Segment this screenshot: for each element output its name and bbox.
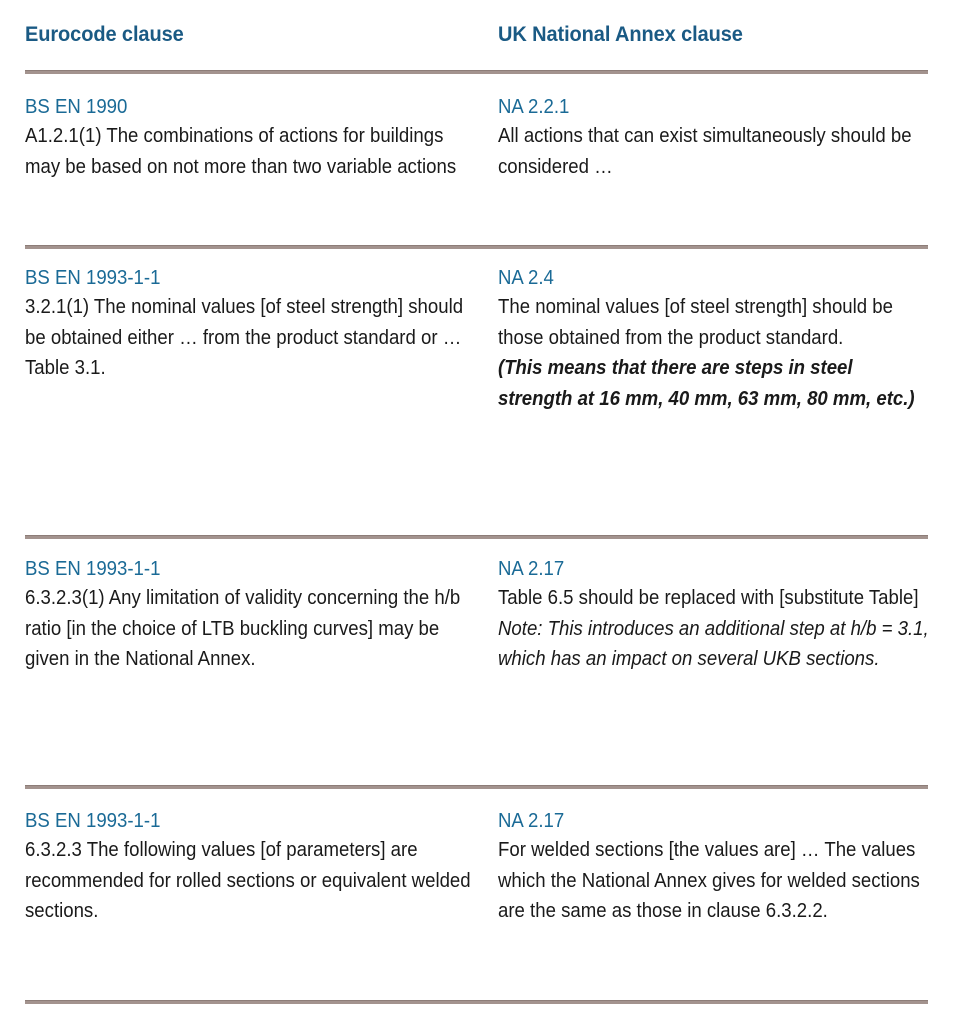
clause-text: 3.2.1(1) The nominal values [of steel strength] should be obtained either … from the product standard or … Table 3.1.	[25, 296, 464, 380]
clause-reference: NA 2.17	[498, 810, 565, 832]
clause-reference: BS EN 1993-1-1	[25, 810, 161, 832]
clause-text: 6.3.2.3(1) Any limitation of validity concerning the h/b ratio [in the choice of LTB buckling curves] may be given in the National Annex.	[25, 587, 461, 671]
clause-reference: NA 2.17	[498, 558, 565, 580]
table-cell-eurocode	[25, 94, 477, 182]
table-cell-eurocode	[25, 808, 477, 927]
clause-text: All actions that can exist simultaneously should be considered …	[498, 125, 912, 178]
row-divider-rule	[25, 535, 928, 539]
clause-text: Table 6.5 should be replaced with [substitute Table]	[498, 587, 919, 610]
clause-note: (This means that there are steps in steel strength at 16 mm, 40 mm, 63 mm, 80 mm, etc.)	[498, 357, 915, 410]
clause-note: Note: This introduces an additional step at h/b = 3.1, which has an impact on several UKB sections.	[498, 617, 929, 671]
clause-text: The nominal values [of steel strength] should be those obtained from the product standard.	[498, 296, 893, 349]
table-cell-national-annex	[498, 94, 930, 182]
clause-reference: BS EN 1993-1-1	[25, 267, 161, 289]
table-cell-eurocode	[25, 556, 477, 675]
table-cell-eurocode	[25, 265, 477, 384]
row-divider-rule	[25, 245, 928, 249]
table-cell-national-annex	[498, 556, 930, 675]
clause-text: 6.3.2.3 The following values [of parameters] are recommended for rolled sections or equivalent welded sections.	[25, 839, 471, 923]
table-cell-national-annex	[498, 808, 930, 927]
column-header-uk-national-annex-clause: UK National Annex clause	[498, 22, 743, 46]
table-cell-national-annex	[498, 265, 930, 414]
header-divider-rule	[25, 70, 928, 74]
clause-reference: BS EN 1993-1-1	[25, 558, 161, 580]
table-header-row	[0, 22, 958, 62]
clause-reference: BS EN 1990	[25, 96, 128, 118]
row-divider-rule	[25, 785, 928, 789]
table-bottom-rule	[25, 1000, 928, 1004]
clause-reference: NA 2.4	[498, 267, 554, 289]
clause-reference: NA 2.2.1	[498, 96, 570, 118]
clause-text: For welded sections [the values are] … The values which the National Annex gives for welded sections are the same as those in clause 6.3.2.2.	[498, 839, 920, 923]
column-header-eurocode-clause: Eurocode clause	[25, 22, 184, 46]
clause-text: A1.2.1(1) The combinations of actions for buildings may be based on not more than two variable actions	[25, 125, 457, 178]
